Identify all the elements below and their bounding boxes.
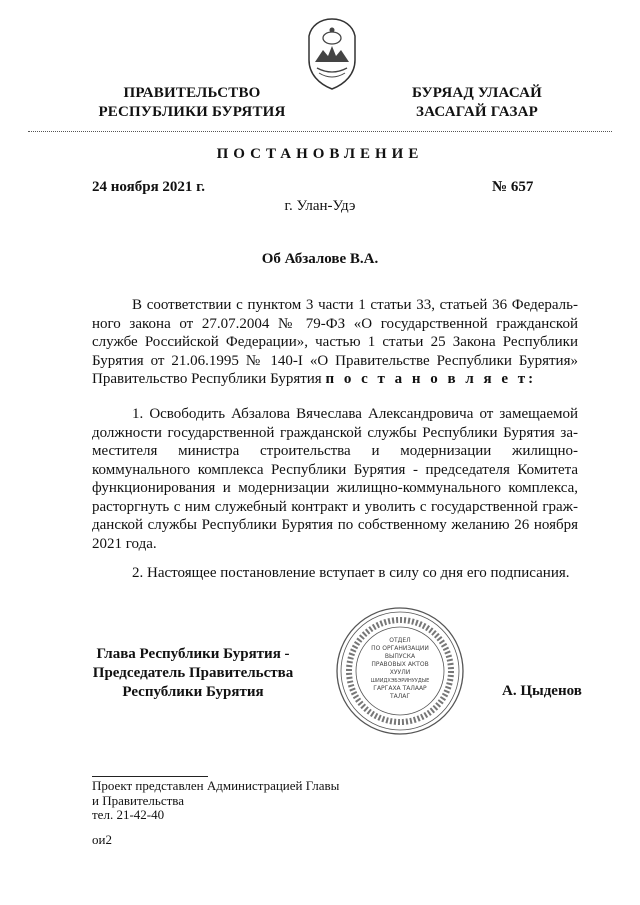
document-date: 24 ноября 2021 г. [92, 179, 206, 195]
stamp-line2: ПО ОРГАНИЗАЦИИ [371, 645, 429, 652]
decree-word: п о с т а н о в л я е т: [325, 371, 537, 387]
header-right-line2: ЗАСАГАЙ ГАЗАР [416, 104, 538, 120]
footer-line2: и Правительства [92, 792, 185, 808]
header-left-line2: РЕСПУБЛИКИ БУРЯТИЯ [98, 104, 286, 120]
document-city: г. Улан-Удэ [284, 198, 356, 214]
footer-rule [92, 776, 208, 777]
item-2-paragraph: 2. Настоящее постановление вступает в силу со дня его подписания. [132, 565, 570, 581]
footer-line3: тел. 21-42-40 [92, 807, 165, 822]
official-stamp [334, 605, 466, 737]
stamp-line5: ХУУЛИ [389, 669, 411, 676]
preamble-text: В соответствии с пунктом 3 части 1 статьи 33, статьей 36 Федераль-ного закона от 27.07.2004 № 79-ФЗ «О государственной гражданской службе Российской Федерации», частью 1 статьи 25 Закона Республики Бурятия от 21.06.1995 № 140-I «О Правительстве Республики Бурятия» Правительство Республики Бурятия [92, 297, 578, 387]
document-number: № 657 [492, 179, 534, 195]
footer-line1: Проект представлен Администрацией Главы [92, 778, 340, 793]
header-left [82, 84, 302, 122]
footer-code: ои2 [92, 832, 112, 847]
signer-title-line2: Председатель Правительства [92, 665, 294, 681]
document-subject: Об Абзалове В.А. [261, 251, 379, 267]
header-right-line1: БУРЯАД УЛАСАЙ [411, 85, 543, 101]
item-1-paragraph: 1. Освободить Абзалова Вячеслава Александровича от замещаемой должности государственной гражданской службы Республики Бурятия за-местителя министра строительства и модернизации жилищно-коммунального комплекса Республики Бурятия - председателя Комитета функционирования и модернизации жилищно-коммунального комплекса, расторгнуть с ним служебный контракт и уволить с государственной граж-данской службы Республики Бурятия по собственному желанию 26 ноября 2021 года. [92, 406, 578, 552]
stamp-line8: ТАЛАГ [389, 693, 411, 700]
header-left-line1: ПРАВИТЕЛЬСТВО [123, 85, 261, 101]
signer-name: А. Цыденов [502, 683, 582, 699]
footer-note [92, 779, 339, 823]
stamp-line3: ВЫПУСКА [384, 653, 416, 660]
stamp-line7: ГАРГАХА ТАЛААР [373, 685, 427, 692]
document-type: ПОСТАНОВЛЕНИЕ [216, 146, 424, 162]
signer-title-line1: Глава Республики Бурятия - [96, 646, 290, 662]
signer-title [68, 645, 318, 702]
stamp-line1: ОТДЕЛ [389, 637, 411, 644]
header-right [392, 84, 562, 122]
header-divider [28, 131, 612, 132]
coat-of-arms-emblem [303, 16, 361, 92]
preamble-paragraph [92, 296, 578, 389]
stamp-line6: ШИИДХЭБЭРИНУУДЫЕ [370, 678, 430, 684]
stamp-line4: ПРАВОВЫХ АКТОВ [371, 661, 429, 668]
signer-title-line3: Республики Бурятия [122, 684, 264, 700]
